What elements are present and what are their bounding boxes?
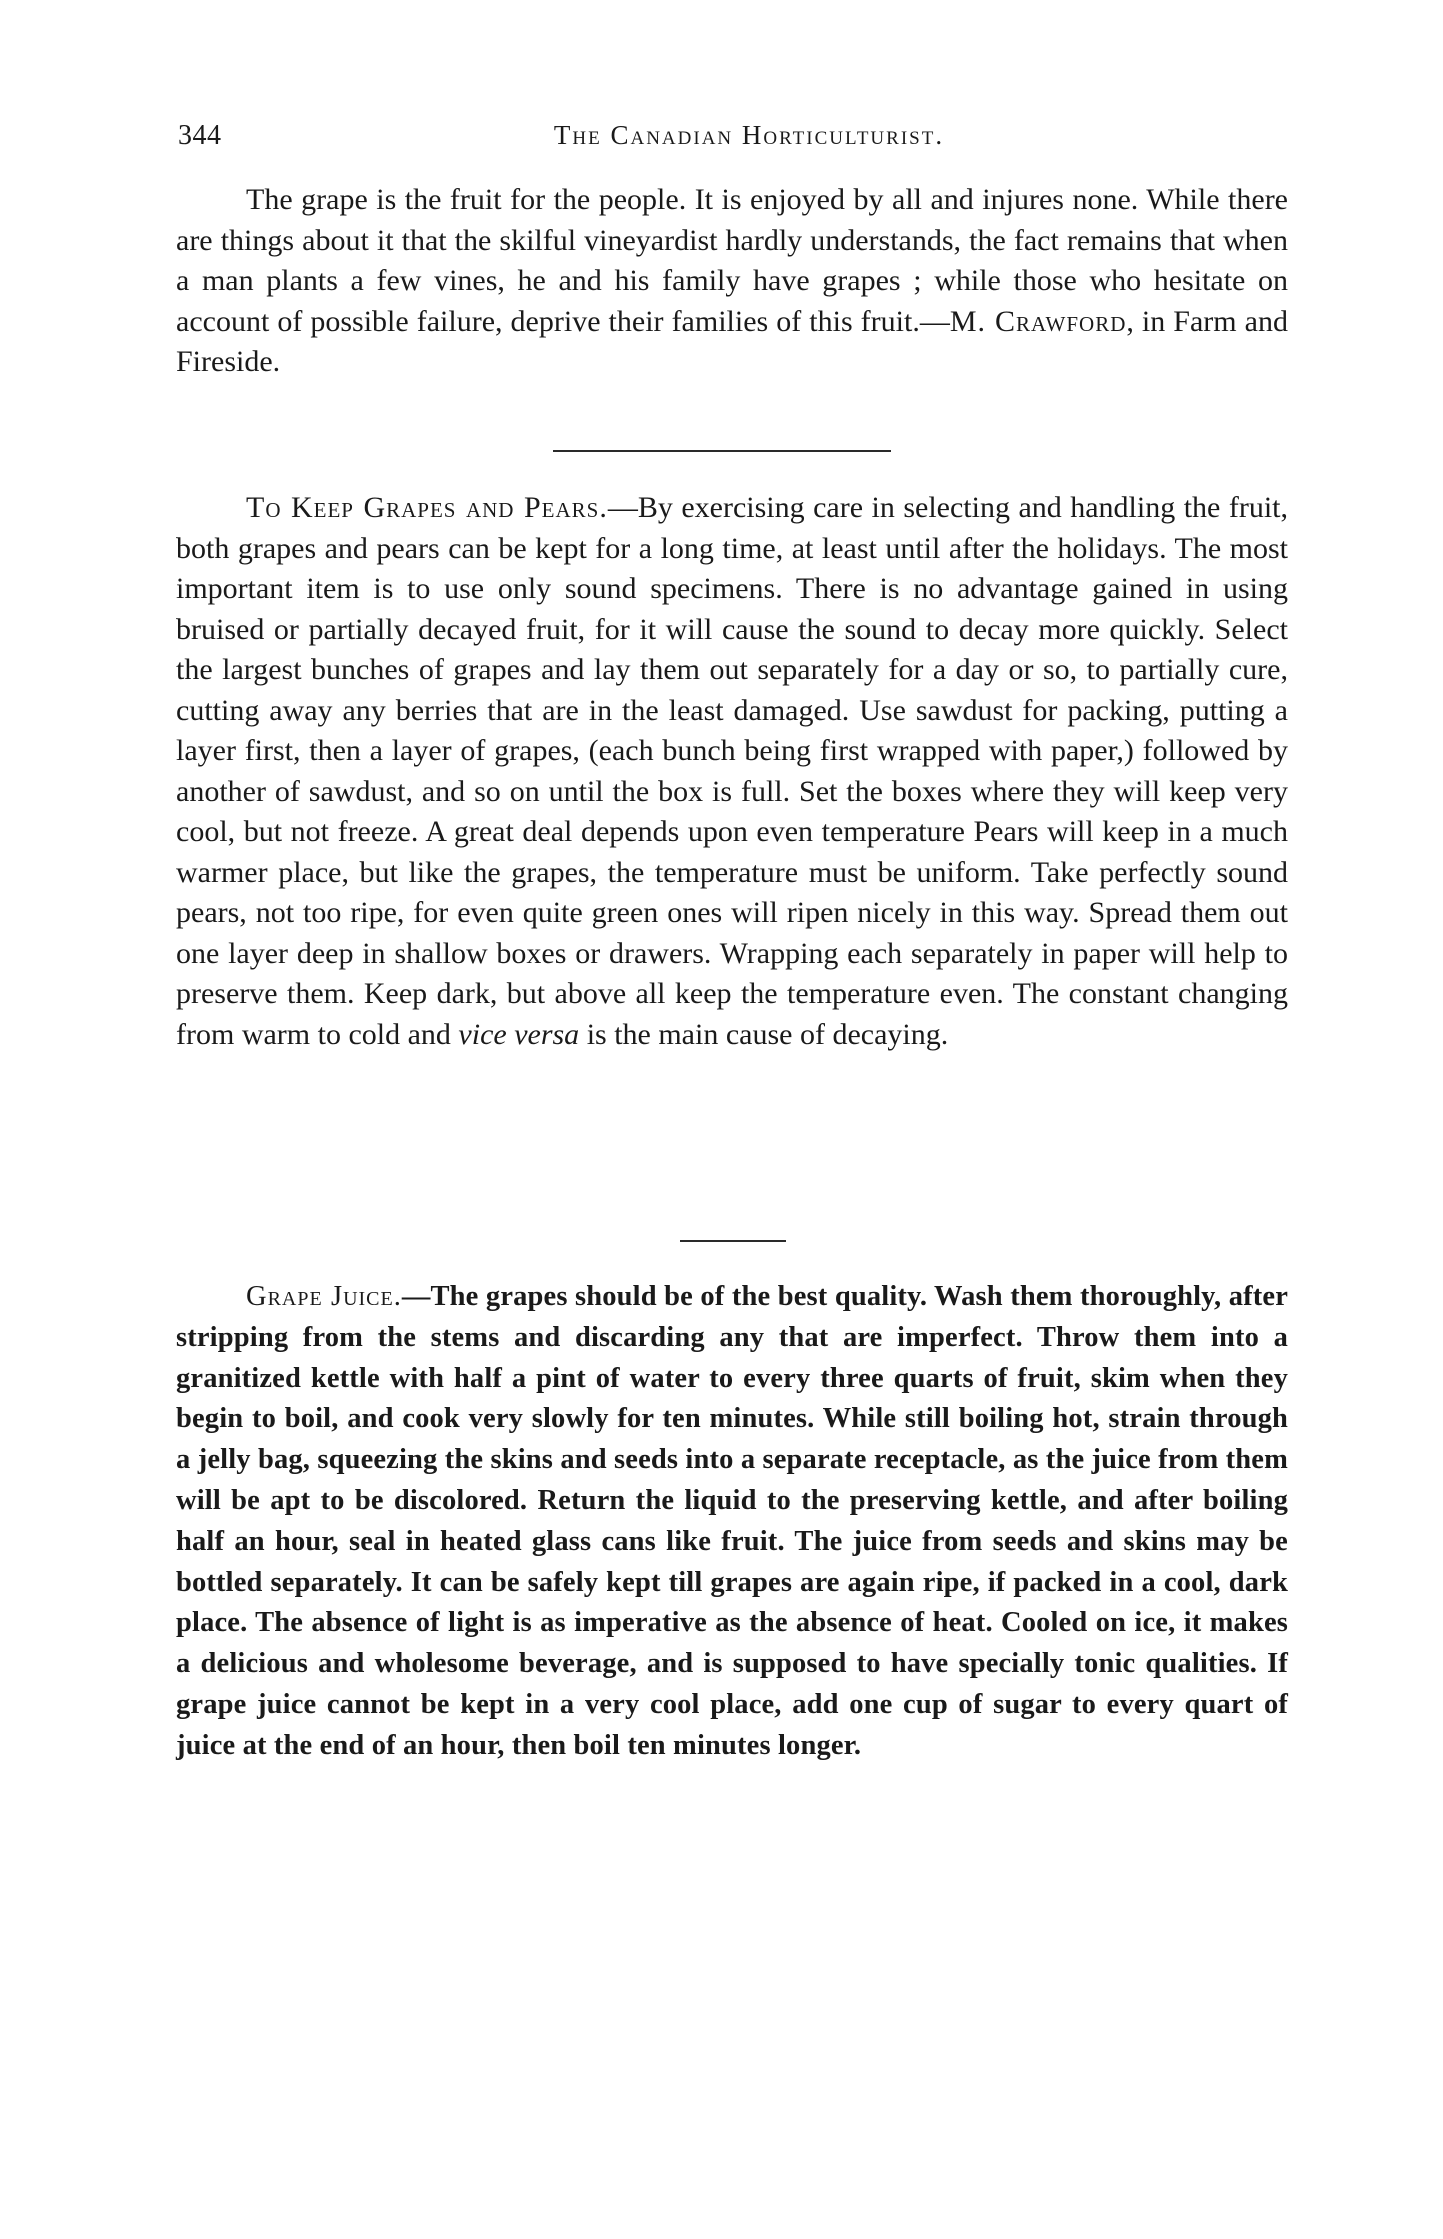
article-grape-juice-paragraph [176, 1277, 1288, 1767]
article-heading-grape-juice: Grape Juice. [246, 1281, 402, 1312]
article-heading-keep-grapes: To Keep Grapes and Pears. [246, 491, 608, 524]
article-grape-juice [176, 1277, 1288, 1767]
article-author: M. Crawford [949, 304, 1127, 338]
page-number: 344 [178, 120, 222, 151]
section-divider [680, 1240, 786, 1242]
article-keep-grapes-italic: vice versa [458, 1017, 580, 1051]
journal-title: The Canadian Horticulturist. [553, 120, 945, 150]
article-grape-juice-body: —The grapes should be of the best quality. Wash them thoroughly, after stripping from the stems and discarding any that are imperfect. Throw them into a granitized kettle with half a pint of water to every three quarts of fruit, skim when they begin to boil, and cook very slowly for ten minutes. While still boiling hot, strain through a jelly bag, squeezing the skins and seeds into a separate receptacle, as the juice from them will be apt to be discolored. Return the liquid to the preserving kettle, and after boiling half an hour, seal in heated glass cans like fruit. The juice from seeds and skins may be bottled separately. It can be safely kept till grapes are again ripe, if packed in a cool, dark place. The absence of light is as imperative as the absence of heat. Cooled on ice, it makes a delicious and wholesome beverage, and is supposed to have specially tonic qualities. If grape juice cannot be kept in a very cool place, add one cup of sugar to every quart of juice at the end of an hour, then boil ten minutes longer. [176, 1281, 1288, 1761]
article-grape-fruit [176, 180, 1288, 383]
section-divider [553, 450, 891, 452]
article-keep-grapes-pears-paragraph [176, 488, 1288, 1055]
article-keep-grapes-body-part1: —By exercising care in selecting and handling the fruit, both grapes and pears can be kept for a long time, at least until after the holidays. The most important item is to use only sound specimens. There is no advantage gained in using bruised or partially decayed fruit, for it will cause the sound to decay more quickly. Select the largest bunches of grapes and lay them out separately for a day or so, to partially cure, cutting away any berries that are in the least damaged. Use sawdust for packing, putting a layer first, then a layer of grapes, (each bunch being first wrapped with paper,) followed by another of sawdust, and so on until the box is full. Set the boxes where they will keep very cool, but not freeze. A great deal depends upon even temperature Pears will keep in a much warmer place, but like the grapes, the temperature must be uniform. Take perfectly sound pears, not too ripe, for even quite green ones will ripen nicely in this way. Spread them out one layer deep in shallow boxes or drawers. Wrapping each separately in paper will help to preserve them. Keep dark, but above all keep the temperature even. The constant changing from warm to cold and [176, 491, 1289, 1051]
article-grape-fruit-paragraph [176, 180, 1288, 383]
article-grape-fruit-body: The grape is the fruit for the people. It is enjoyed by all and injures none. While there are things about it that the skilful vineyardist hardly understands, the fact remains that when a man plants a few vines, he and his family have grapes ; while those who hesitate on account of possible failure, deprive their families of this fruit.— [176, 183, 1288, 338]
article-source: , in Farm and Fireside. [176, 304, 1288, 378]
running-head [178, 120, 1290, 164]
article-keep-grapes-body-part2: is the main cause of decaying. [579, 1017, 949, 1051]
article-keep-grapes-pears [176, 488, 1288, 1055]
